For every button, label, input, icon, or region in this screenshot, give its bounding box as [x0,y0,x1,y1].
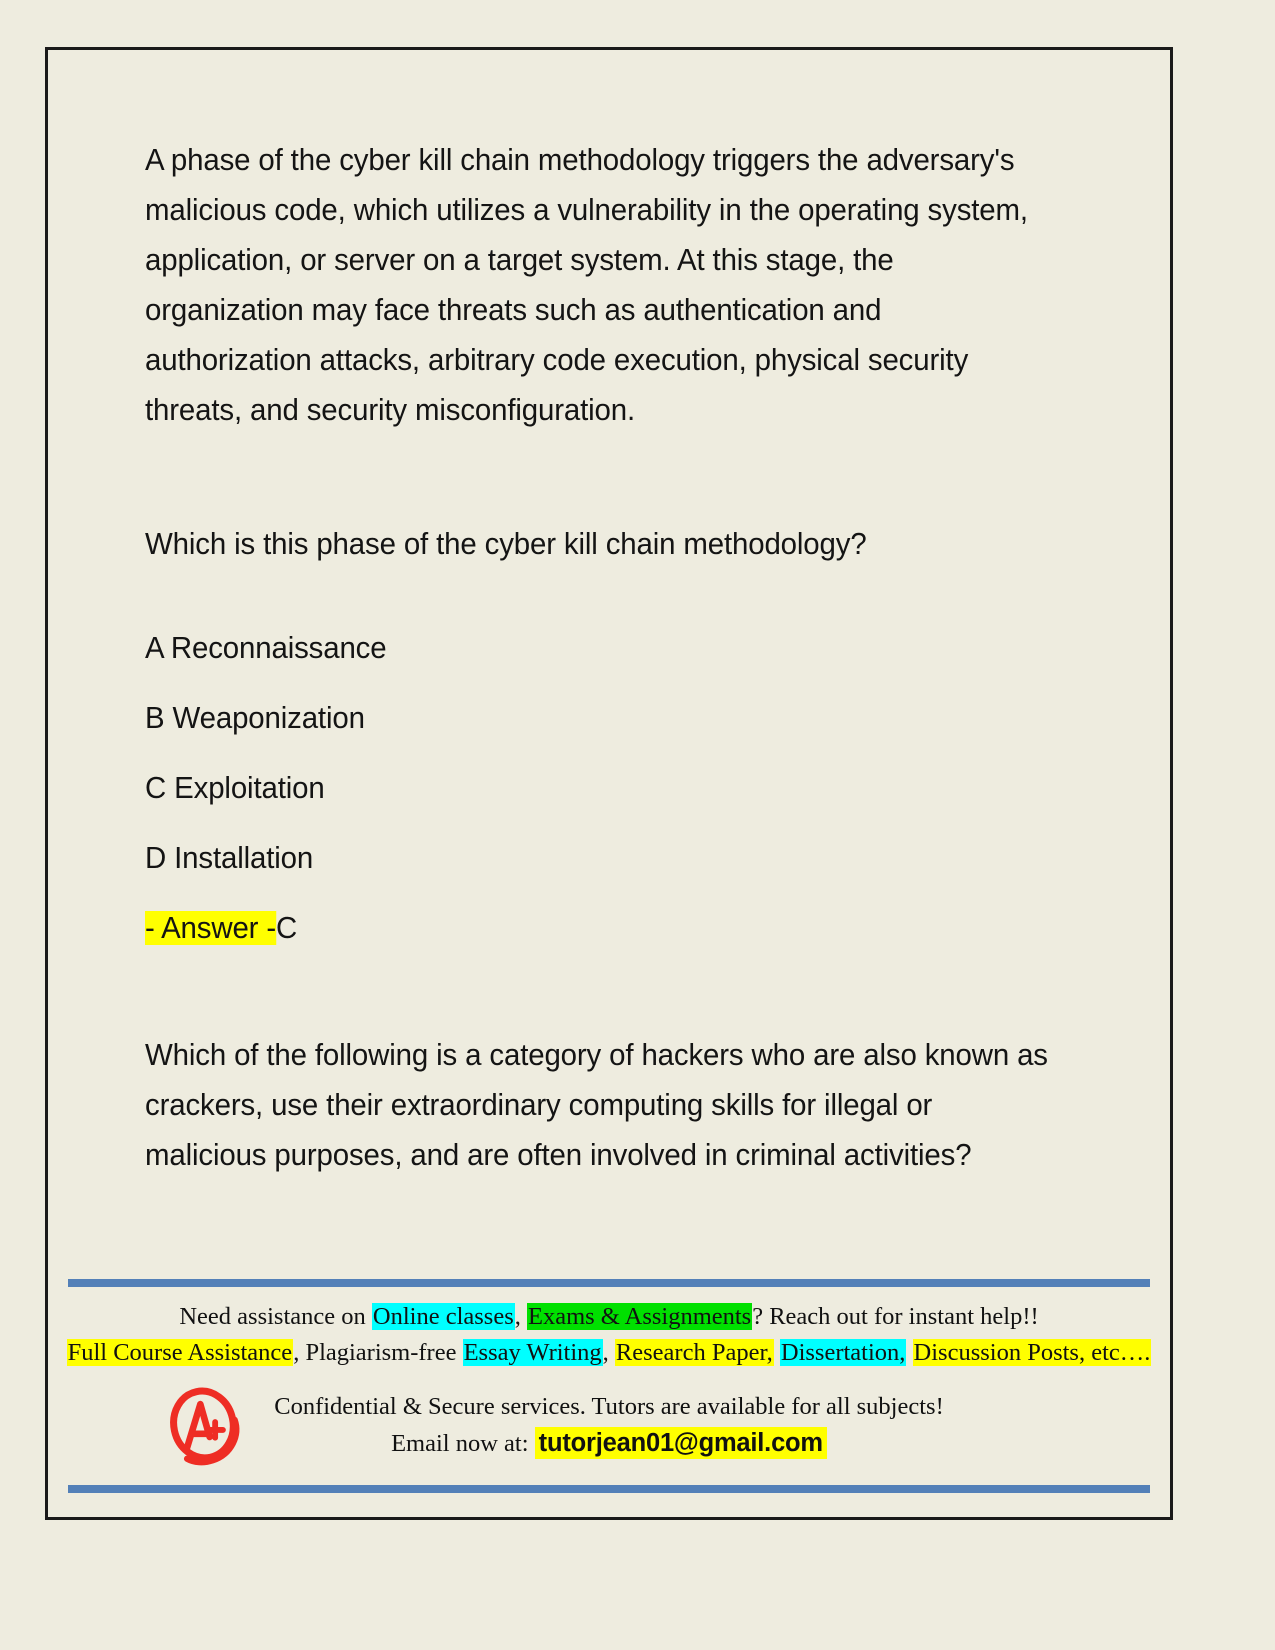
footer-confidential-note [48,1393,1170,1421]
footer-l2-seg4: , [602,1339,615,1366]
document-body [145,135,1085,1180]
spacer [145,435,1085,519]
footer-l2-full-course-assistance: Full Course Assistance [67,1339,293,1366]
option-a[interactable]: A Reconnaissance [145,631,387,666]
footer-l1-seg1: Need assistance on [179,1303,372,1330]
answer-label: - Answer - [145,911,277,946]
option-c[interactable]: C Exploitation [145,771,325,806]
question-1: Which is this phase of the cyber kill chain methodology? [145,527,867,562]
footer-line-2 [48,1339,1170,1367]
footer-line-1 [48,1303,1170,1331]
option-d[interactable]: D Installation [145,841,314,876]
footer-l2-essay-writing: Essay Writing [463,1339,602,1366]
spacer [145,946,1085,1030]
footer-l2-discussion-posts: Discussion Posts, etc…. [913,1339,1151,1366]
footer-l2-research-paper: Research Paper, [615,1339,773,1366]
question-2: Which of the following is a category of hackers who are also known as crackers, use their extraordinary computing skills for illegal or malicious purposes, and are often involved in criminal activities? [145,1038,1048,1173]
footer-email-line [48,1429,1170,1458]
footer-l1-seg5: ? Reach out for instant help!! [752,1303,1039,1330]
footer-l2-seg6 [774,1339,780,1366]
spacer [145,569,1085,631]
footer-l1-exams-assignments: Exams & Assignments [527,1303,752,1330]
footer-l2-seg2: , Plagiarism-free [293,1339,463,1366]
footer-l2-dissertation: Dissertation, [780,1339,906,1366]
option-b[interactable]: B Weaponization [145,701,365,736]
footer-email-prefix: Email now at: [391,1430,535,1457]
footer-confidential-text: Confidential & Secure services. Tutors are available for all subjects! [274,1393,944,1420]
promo-footer [48,1259,1170,1517]
footer-l1-online-classes: Online classes [372,1303,514,1330]
document-page [45,47,1173,1520]
footer-email-address[interactable]: tutorjean01@gmail.com [535,1427,827,1459]
paragraph-scenario: A phase of the cyber kill chain methodology triggers the adversary's malicious code, which utilizes a vulnerability in the operating system, application, or server on a target system. At this stage, the organization may face threats such as authentication and authorization attacks, arbitrary code execution, physical security threats, and security misconfiguration. [145,143,1028,428]
footer-l1-seg3: , [514,1303,527,1330]
footer-divider-bottom [68,1485,1150,1493]
answer-line [145,911,1052,946]
footer-l2-seg8 [906,1339,912,1366]
answer-value: C [276,911,298,946]
footer-divider-top [68,1279,1150,1287]
